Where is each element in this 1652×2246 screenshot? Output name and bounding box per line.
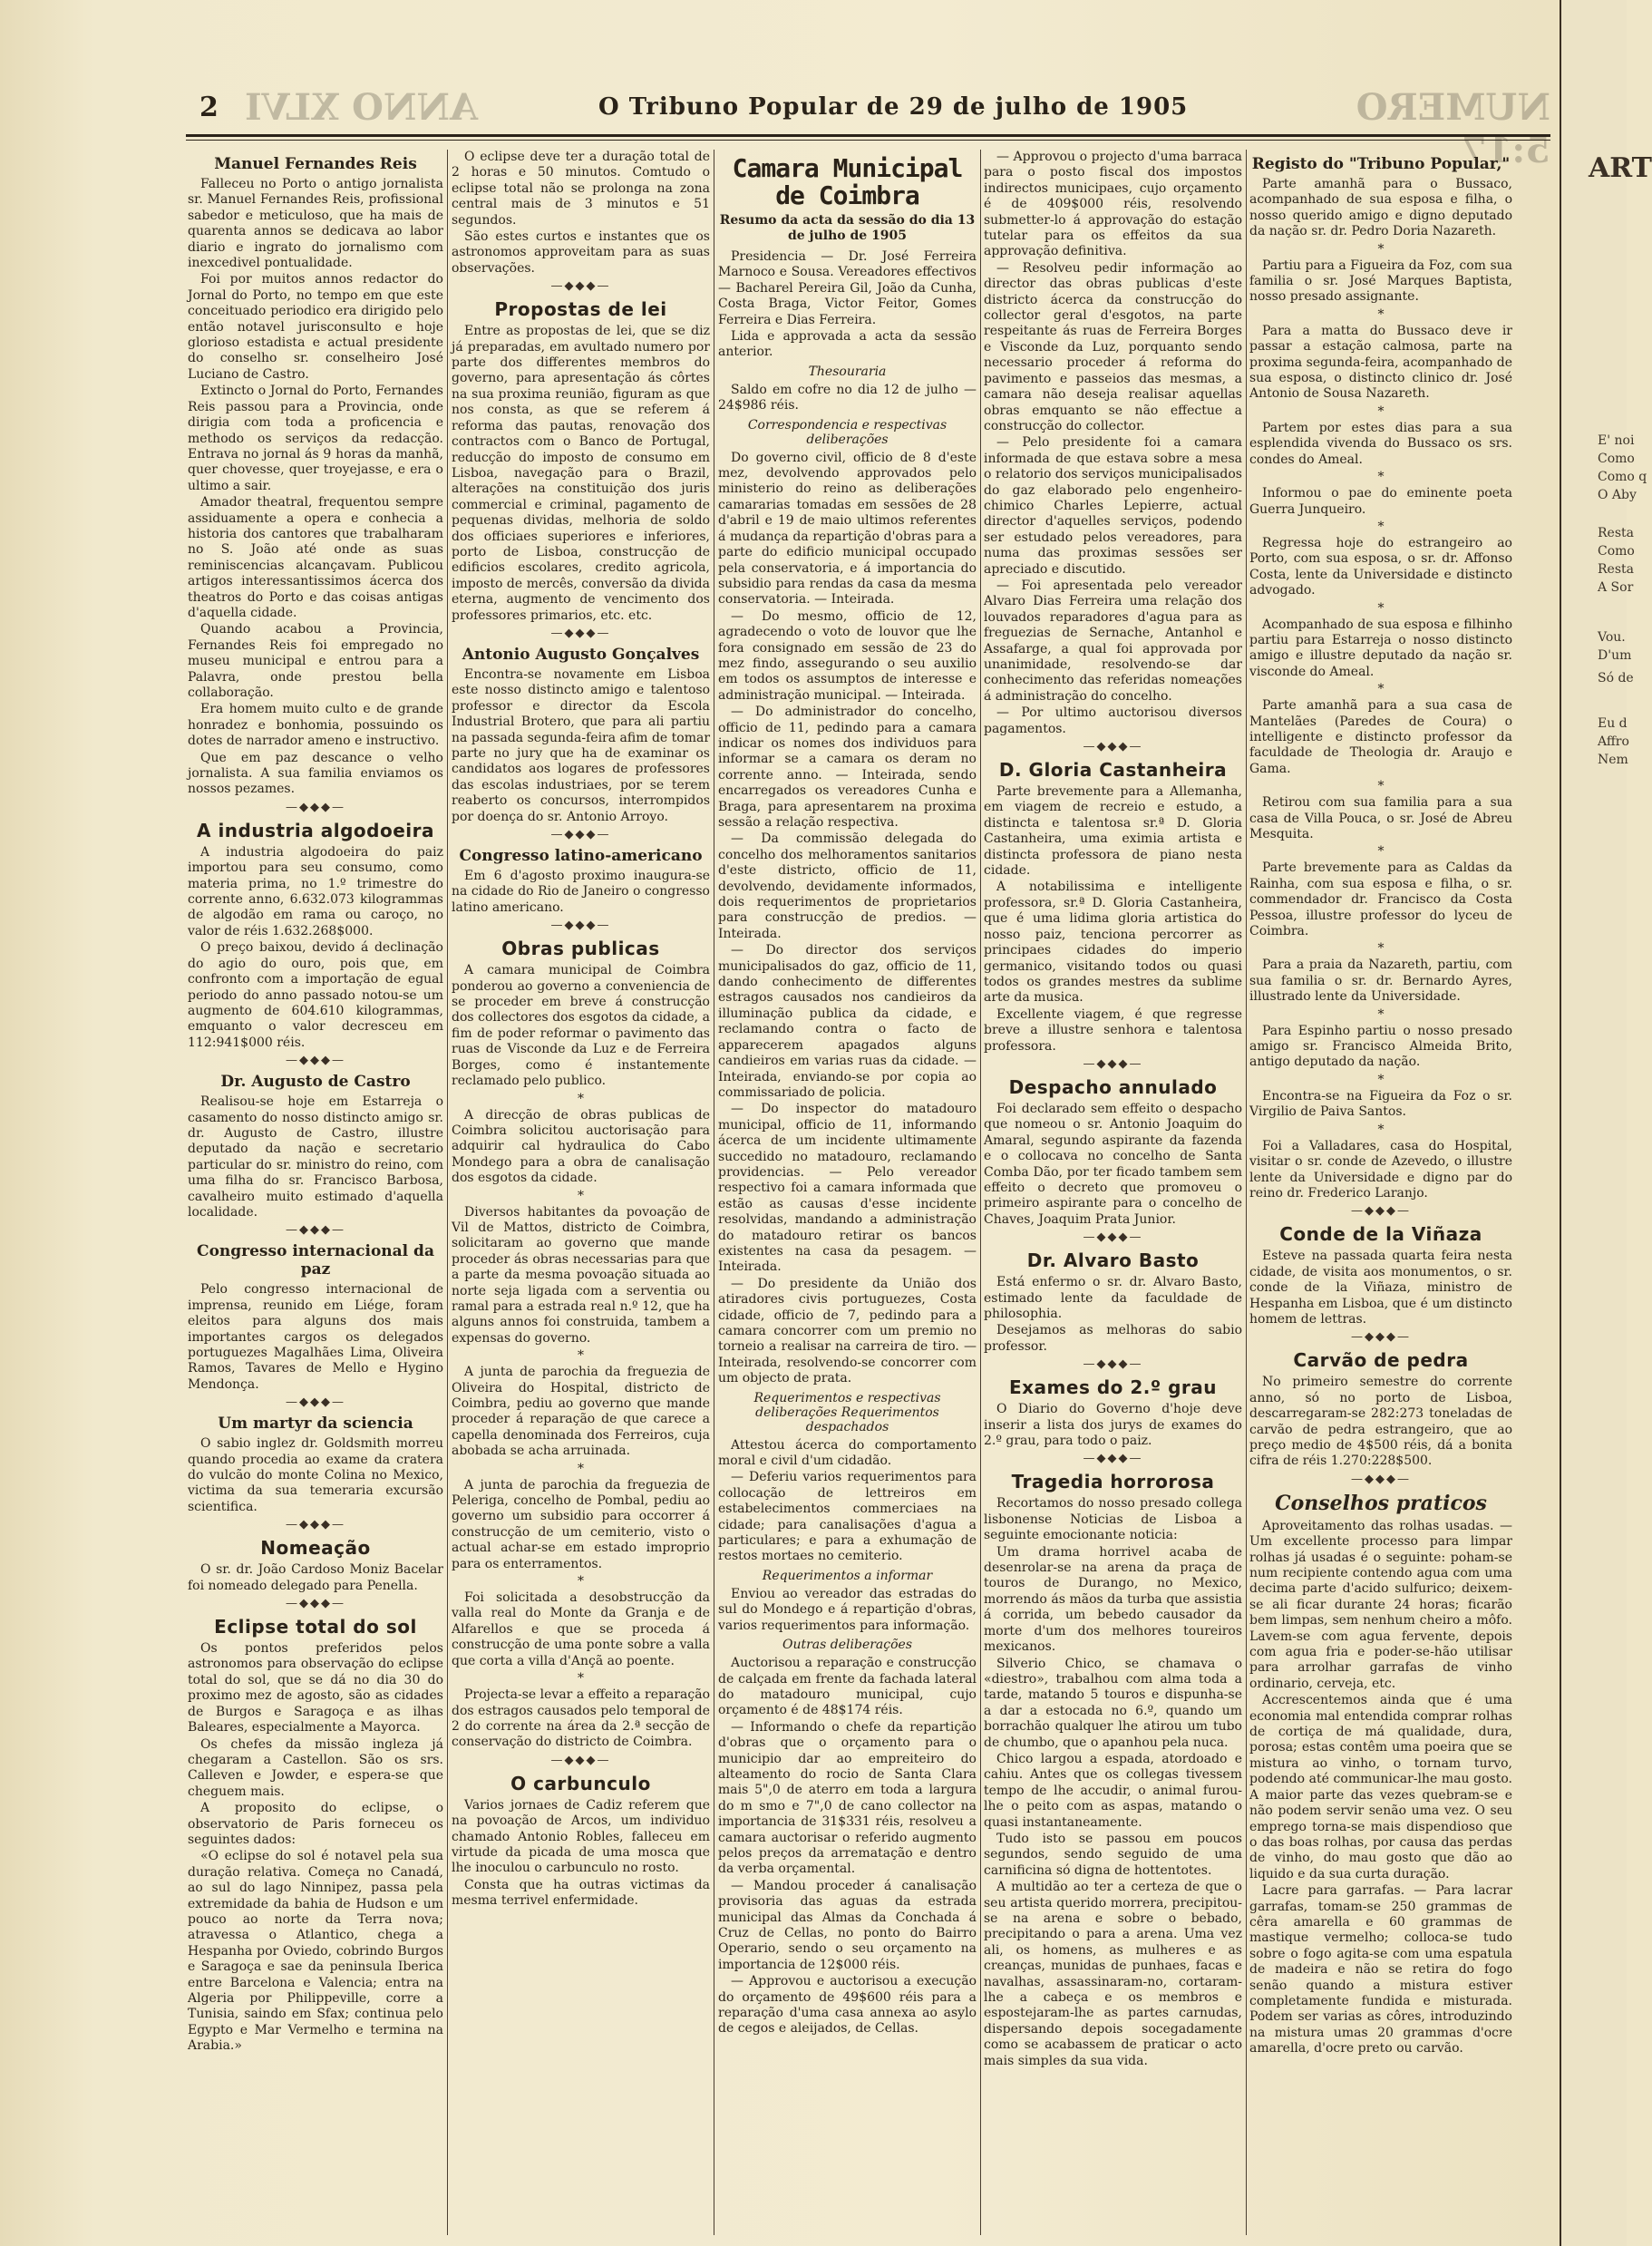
headline: O carbunculo: [510, 1772, 651, 1794]
paragraph: Silverio Chico, se chamava o «diestro», trabalhou com alma toda a tarde, matando 5 touros e dispunha-se a dar a estocada no 6.º, quando um borrachão qualquer lhe atirou um tubo de chumbo, que o apanhou pela nuca.: [984, 1656, 1242, 1750]
headline: Obras publicas: [501, 938, 660, 960]
paragraph: — Deferiu varios requerimentos para collocação de lettreiros em estabelecimentos commerciaes na cidade; para canalisações d'agua a particulares; e para a exhumação de restos mortaes no cemiterio.: [718, 1470, 977, 1564]
paragraph: «O eclipse do sol é notavel pela sua duração relativa. Começa no Canadá, ao sul do lago Ninnipez, passa pela extremidade da bahia de Hudson e um pouco ao norte da Terra nova; atravessa o Atlantico, chega a Hespanha por Oviedo, cobrindo Burgos e Saragoça e sae da peninsula Iberica entre Barcelona e Valencia; entra na Algeria por Philippeville, corre a Tunisia, saindo em Sfax; continua pelo Egypto e Mar Vermelho e termina na Arabia.»: [188, 1849, 443, 2054]
paragraph: Chico largou a espada, atordoado e cahiu. Antes que os collegas tivessem tempo de lhe accudir, o animal furou-lhe o peito com as aspas, matando o quasi instantaneamente.: [984, 1751, 1242, 1830]
paragraph: Para a matta do Bussaco deve ir passar a estação calmosa, parte na proxima segunda-feira, acompanhado de sua esposa, o distincto clinico dr. José Antonio de Sousa Nazareth.: [1249, 323, 1512, 402]
paragraph: Presidencia — Dr. José Ferreira Marnoco e Sousa. Vereadores effectivos — Bacharel Pereira Gil, João da Cunha, Costa Braga, Victor Feitor, Gomes Ferreira e Dias Ferreira.: [718, 249, 977, 327]
paragraph: Consta que ha outras victimas da mesma terrivel enfermidade.: [452, 1877, 710, 1909]
column-1: [188, 150, 443, 2235]
paragraph: Parte amanhã para o Bussaco, acompanhado de sua esposa e filha, o nosso querido amigo e digno deputado da nação sr. dr. Pedro Doria Nazareth.: [1249, 177, 1512, 239]
separator-dot: *: [1377, 1122, 1385, 1137]
column-divider: [447, 150, 448, 2235]
separator-dot: *: [1377, 306, 1385, 322]
ornament-rule: —◆◆◆—: [286, 1597, 345, 1611]
adjacent-page-line: Como: [1598, 544, 1635, 559]
paragraph: — Pelo presidente foi a camara informada de que estava sobre a mesa o relatorio dos serviços municipalisados do gaz elaborado pelo engenheiro-chimico Charles Lepierre, actual director d'aquelles serviços, podendo ser estudado pelos vereadores, para numa das proximas sessões ser apreciado e discutido.: [984, 435, 1242, 577]
headline: Propostas de lei: [494, 298, 667, 321]
ornament-rule: —◆◆◆—: [1083, 1230, 1143, 1245]
headline: Dr. Alvaro Basto: [1026, 1249, 1200, 1272]
paragraph: O eclipse deve ter a duração total de 2 horas e 50 minutos. Comtudo o eclipse total não se prolonga na zona central mais de 3 minutos e 51 segundos.: [452, 150, 710, 228]
paragraph: Os chefes da missão ingleza já chegaram a Castellon. São os srs. Calleven e Jowder, e espera-se que cheguem mais.: [188, 1736, 443, 1799]
paragraph: Lida e approvada a acta da sessão anterior.: [718, 329, 977, 360]
paragraph: O sabio inglez dr. Goldsmith morreu quando procedia ao exame da cratera do vulcão do monte Colina no Mexico, victima da sua temeraria excursão scientifica.: [188, 1436, 443, 1514]
adjacent-page-heading: ART: [1589, 152, 1652, 184]
ornament-rule: —◆◆◆—: [1351, 1204, 1411, 1219]
section-label: Thesouraria: [808, 364, 887, 379]
paragraph: Realisou-se hoje em Estarreja o casamento do nosso distincto amigo sr. dr. Augusto de Castro, illustre deputado da nação e secretario particular do sr. ministro do reino, com uma filha do sr. Francisco Barbosa, cavalheiro muito estimado d'aquella localidade.: [188, 1094, 443, 1220]
paragraph: Encontra-se na Figueira da Foz o sr. Virgilio de Paiva Santos.: [1249, 1088, 1512, 1120]
headline: Congresso internacional da paz: [197, 1242, 434, 1279]
paragraph: Desejamos as melhoras do sabio professor.: [984, 1323, 1242, 1354]
separator-dot: *: [578, 1461, 584, 1476]
paragraph: Foi a Valladares, casa do Hospital, visitar o sr. conde de Azevedo, o illustre lente da Universidade e digno par do reino dr. Frederico Laranjo.: [1249, 1138, 1512, 1201]
paragraph: Um drama horrivel acaba de desenrolar-se na arena da praça de touros de Durango, no Mexico, morrendo ás mãos da turba que assistia á corrida, um bebedo causador da morte d'um dos melhores toureiros mexicanos.: [984, 1544, 1242, 1655]
paragraph: Extincto o Jornal do Porto, Fernandes Reis passou para a Provincia, onde dirigia com toda a proficencia e methodo os serviços da redacção. Entrava no jornal ás 9 horas da manhã, quer chovesse, quer troyejasse, e era o ultimo a sair.: [188, 384, 443, 493]
paragraph: — Do presidente da União dos atiradores civis portuguezes, Costa cidade, officio de 7, pedindo para a camara concorrer com um premio no torneio a realisar na carreira de tiro. — Inteirada, resolvendo-se concorrer com um objecto de prata.: [718, 1276, 977, 1386]
ornament-rule: —◆◆◆—: [550, 626, 611, 640]
headline: Nomeação: [260, 1537, 371, 1560]
paragraph: Foi por muitos annos redactor do Jornal do Porto, no tempo em que este conceituado periodico era dirigido pelo então notavel jurisconsulto e hoje glorioso estadista e actual presidente do conselho sr. conselheiro José Luciano de Castro.: [188, 272, 443, 382]
adjacent-page-line: A Sor: [1598, 580, 1634, 595]
adjacent-page-edge: [1560, 0, 1652, 2246]
section-label: Requerimentos e respectivas deliberações Requerimentos despachados: [753, 1390, 941, 1434]
paragraph: Entre as propostas de lei, que se diz já preparadas, em avultado numero por parte dos differentes membros do governo, para apresentação ás côrtes na sua proxima reunião, figuram as que nos consta, as que se referem á reforma das pautas, renovação dos contractos com o Banco de Portugal, reducção do imposto de consumo em Lisboa, navegação para o Brazil, alterações na constituição dos juris commercial e criminal, pagamento de pequenas dividas, melhoria de soldo dos officiaes superiores e inferiores, porto de Lisboa, construcção de edificios escolares, credito agricola, imposto de mercês, conversão da divida eterna, augmento de vencimento dos professores primarios, etc. etc.: [452, 324, 710, 623]
paragraph: O Diario do Governo d'hoje deve inserir a lista dos jurys de exames do 2.º grau, para todo o paiz.: [984, 1402, 1242, 1449]
ornament-rule: —◆◆◆—: [550, 1753, 611, 1767]
paragraph: Retirou com sua familia para a sua casa de Villa Pouca, o sr. José de Abreu Mesquita.: [1249, 795, 1512, 841]
adjacent-page-line: Affro: [1598, 734, 1629, 749]
ornament-rule: —◆◆◆—: [286, 1054, 345, 1068]
ornament-rule: —◆◆◆—: [286, 1395, 345, 1410]
paragraph: Auctorisou a reparação e construcção de calçada em frente da fachada lateral do matadouro municipal, cujo orçamento é de 48$174 réis.: [718, 1656, 977, 1718]
headline: Um martyr da sciencia: [218, 1415, 413, 1434]
separator-dot: *: [1377, 941, 1385, 957]
paragraph: Falleceu no Porto o antigo jornalista sr. Manuel Fernandes Reis, profissional sabedor e meticuloso, que ha mais de quarenta annos se dedicava ao labor diario e ingrato do jornalismo com inexcedivel pontualidade.: [188, 177, 443, 271]
paragraph: Accrescentemos ainda que é uma economia mal entendida comprar rolhas de cortiça de má qualidade, dura, porosa; estas contêm uma poeira que se mistura ao vinho, o tornam turvo, podendo até communicar-lhe mau gosto. A maior parte das vezes quebram-se e não podem servir senão uma vez. O seu emprego torna-se mais dispendioso que o das boas rolhas, por causa das perdas de vinho, do mau gosto que dão ao liquido e da sua curta duração.: [1249, 1693, 1512, 1881]
paragraph: Está enfermo o sr. dr. Alvaro Basto, estimado lente da faculdade de philosophia.: [984, 1275, 1242, 1321]
adjacent-page-line: E' noi: [1598, 433, 1635, 448]
paragraph: Para Espinho partiu o nosso presado amigo sr. Francisco Almeida Brito, antigo deputado da nação.: [1249, 1023, 1512, 1070]
paragraph: — Informando o chefe da repartição d'obras que o orçamento para o municipio dar ao empreiteiro do alteamento do rocio de Santa Clara mais 5",0 de aterro em toda a largura do m smo e 7",0 de cano collector na importancia de 31$331 réis, resolveu a camara auctorisar o referido augmento pelos preços da arrematação e dentro da verba orçamental.: [718, 1719, 977, 1877]
paragraph: — Do director dos serviços municipalisados do gaz, officio de 11, dando conhecimento de differentes estragos causados nos candieiros da illuminação publica da cidade, e reclamando contra o facto de apparecerem apagados alguns candieiros em varias ruas da cidade. — Inteirada, enviando-se por copia ao commissariado de policia.: [718, 943, 977, 1100]
headline: Tragedia horrorosa: [1011, 1471, 1215, 1493]
adjacent-page-line: O Aby: [1598, 488, 1637, 502]
paragraph: Projecta-se levar a effeito a reparação dos estragos causados pelo temporal de 2 do corrente na área da 2.ª secção de conservação do districto de Coimbra.: [452, 1687, 710, 1750]
adjacent-page-line: Como: [1598, 452, 1635, 466]
separator-dot: *: [578, 1188, 584, 1203]
paragraph: Amador theatral, frequentou sempre assiduamente a opera e conhecia a historia dos cantores que trabalharam no S. João até onde as suas reminiscencias alcançavam. Publicou artigos interessantissimos ácerca dos theatros do Porto e das coisas antigas d'aquella cidade.: [188, 495, 443, 620]
adjacent-page-line: Como q: [1598, 470, 1647, 484]
paragraph: Diversos habitantes da povoação de Vil de Mattos, districto de Coimbra, solicitaram ao governo que mande proceder ás obras necessarias para que a parte da mesma povoação situada ao norte seja ligada com a serventia ou ramal para a estrada real n.º 12, que ha alguns annos foi construida, tambem a expensas do governo.: [452, 1204, 710, 1346]
paragraph: Varios jornaes de Cadiz referem que na povoação de Arcos, um individuo chamado Antonio Robles, falleceu em virtude da picada de uma mosca que lhe inoculou o carbunculo no rosto.: [452, 1797, 710, 1876]
paragraph: Pelo congresso internacional de imprensa, reunido em Liége, foram eleitos para alguns dos mais importantes cargos os delegados portuguezes Magalhães Lima, Oliveira Ramos, Tavares de Mello e Hygino Mendonça.: [188, 1282, 443, 1392]
paragraph: — Por ultimo auctorisou diversos pagamentos.: [984, 705, 1242, 736]
section-masthead: Camara Municipal de Coimbra: [732, 153, 963, 210]
separator-dot: *: [1377, 1006, 1385, 1022]
paragraph: Em 6 d'agosto proximo inaugura-se na cidade do Rio de Janeiro o congresso latino americano.: [452, 869, 710, 915]
column-5: [1249, 150, 1512, 2235]
paragraph: Foi declarado sem effeito o despacho que nomeou o sr. Antonio Joaquim do Amaral, segundo aspirante da fazenda e o collocava no concelho de Santa Comba Dão, por ter ficado tambem sem effeito o decreto que promoveu o primeiro aspirante para o concelho de Chaves, Joaquim Prata Junior.: [984, 1101, 1242, 1227]
headline: Exames do 2.º grau: [1008, 1376, 1218, 1399]
separator-dot: *: [1377, 241, 1385, 257]
paragraph: Foi solicitada a desobstrucção da valla real do Monte da Granja e de Alfarellos e que se proceda á construcção de uma ponte sobre a valla que corta a villa d'Ançã ao poente.: [452, 1590, 710, 1668]
paragraph: A junta de parochia da freguezia de Oliveira do Hospital, districto de Coimbra, pediu ao governo que mande proceder á reparação de que carece a capella denominada dos Ferreiros, cuja abobada se acha arruinada.: [452, 1365, 710, 1459]
separator-dot: *: [578, 1091, 584, 1106]
subheading: Resumo da acta da sessão do dia 13 de julho de 1905: [719, 213, 976, 243]
adjacent-page-line: Vou.: [1598, 630, 1626, 645]
paragraph: Quando acabou a Provincia, Fernandes Reis foi empregado no museu municipal e entrou para a Palavra, onde prestou bella collaboração.: [188, 622, 443, 700]
column-4: [984, 150, 1242, 2235]
masthead-rule-thin: [186, 140, 1550, 141]
ornament-rule: —◆◆◆—: [286, 800, 345, 814]
paragraph: Encontra-se novamente em Lisboa este nosso distincto amigo e talentoso professor e director da Escola Industrial Brotero, que para ali partiu na passada segunda-feira afim de tomar parte no jury que ha de examinar os candidatos aos logares de professores das escolas industriaes, por se terem reaberto os concursos, interrompidos por doença do sr. Antonio Arroyo.: [452, 666, 711, 824]
headline: D. Gloria Castanheira: [998, 759, 1228, 782]
masthead-title: O Tribuno Popular de 29 de julho de 1905: [598, 93, 1189, 121]
paragraph: Os pontos preferidos pelos astronomos para observação do eclipse total do sol, que se dá no dia 30 do proximo mez de agosto, são as cidades de Burgos e Saragoça e as ilhas Baleares, especialmente a Mayorca.: [188, 1641, 443, 1736]
paragraph: — Da commissão delegada do concelho dos melhoramentos sanitarios d'este districto, officio de 11, devolvendo, devidamente informados, dois requerimentos de proprietarios para construcção de predios. — Inteirada.: [718, 831, 977, 941]
ornament-rule: —◆◆◆—: [1351, 1472, 1411, 1486]
paragraph: Acompanhado de sua esposa e filhinho partiu para Estarreja o nosso distincto amigo e illustre deputado da nação sr. visconde do Ameal.: [1249, 617, 1512, 679]
section-label: Correspondencia e respectivas deliberações: [747, 417, 947, 447]
paragraph: No primeiro semestre do corrente anno, só no porto de Lisboa, descarregaram-se 282:273 toneladas de carvão de pedra estrangeiro, que ao preço medio de 4$500 réis, dá a bonita cifra de réis 1.270:228$500.: [1249, 1375, 1512, 1469]
paragraph: — Approvou e auctorisou a execução do orçamento de 49$600 réis para a reparação d'uma casa annexa ao asylo de cegos e aleijados, de Cellas.: [718, 1974, 977, 2037]
paragraph: Que em paz descance o velho jornalista. A sua familia enviamos os nossos pezames.: [188, 750, 443, 797]
ornament-rule: —◆◆◆—: [550, 279, 611, 294]
separator-dot: *: [1377, 844, 1385, 860]
column-2: [452, 150, 710, 2235]
paragraph: — Do mesmo, officio de 12, agradecendo o voto de louvor que lhe fora consignado em sessão de 23 do mez findo, assegurando o seu auxilio em todos os assumptos de interesse e administração municipal. — Inteirada.: [718, 608, 977, 703]
paragraph: Enviou ao vereador das estradas do sul do Mondego e á repartição d'obras, varios requerimentos para informação.: [718, 1586, 977, 1633]
paragraph: Do governo civil, officio de 8 d'este mez, devolvendo approvados pelo ministerio do reino as deliberações camararias tomadas em sessões de 28 d'abril e 19 de maio ultimos referentes á mudança da repartição d'obras para a parte do edificio municipal occupado pela conservatoria, e á importancia do subsidio para rendas da casa da mesma conservatoria. — Inteirada.: [718, 450, 977, 608]
bleed-through-right: NUMERO 5:17: [1356, 86, 1550, 171]
ornament-rule: —◆◆◆—: [1351, 1330, 1411, 1345]
separator-dot: *: [1377, 1072, 1385, 1087]
separator-dot: *: [578, 1574, 584, 1590]
ornament-rule: —◆◆◆—: [286, 1223, 345, 1238]
separator-dot: *: [1377, 682, 1385, 697]
adjacent-page-line: Eu d: [1598, 716, 1628, 731]
separator-dot: *: [1377, 404, 1385, 419]
ornament-rule: —◆◆◆—: [286, 1518, 345, 1532]
paragraph: — Do administrador do concelho, officio de 11, pedindo para a camara indicar os nomes dos individuos para informar se a camara os deram no corrente anno. — Inteirada, sendo encarregados os vereadores Cunha e Braga, para apresentarem na proxima sessão a relação respectiva.: [718, 705, 977, 830]
ornament-rule: —◆◆◆—: [550, 919, 611, 933]
column-divider: [980, 150, 981, 2235]
headline: Antonio Augusto Gonçalves: [462, 645, 700, 664]
paragraph: — Do inspector do matadouro municipal, officio de 11, informando ácerca de um incidente ultimamente succedido no matadouro, reclamando providencias. — Pelo vereador respectivo foi a camara informada que estão as causas d'esse incidente resolvidas, mandando a administração do matadouro retirar os bancos existentes na casa da pesagem. — Inteirada.: [718, 1102, 977, 1275]
separator-dot: *: [1377, 779, 1385, 794]
paragraph: Aproveitamento das rolhas usadas. — Um excellente processo para limpar rolhas já usadas é o seguinte: poham-se num recipiente contendo agua com uma decima parte d'acido sulfurico; deixem-se ali ficar durante 24 horas; ficarão bem limpas, sem nenhum cheiro a môfo. Lavem-se com agua fervente, depois com agua fria e poder-se-hão utilisar para arrolhar garrafas de vinho ordinario, cerveja, etc.: [1249, 1518, 1512, 1691]
separator-dot: *: [1377, 519, 1385, 534]
paragraph: — Resolveu pedir informação ao director das obras publicas d'este districto ácerca da construcção do collector geral d'esgotos, na parte respeitante ás ruas de Ferreira Borges e Visconde da Luz, porquanto sendo necessario proceder á reforma do pavimento e passeios das mesmas, a camara não deseja realisar aquellas obras emquanto se não effectue a construcção do collector.: [984, 260, 1242, 433]
paragraph: A industria algodoeira do paiz importou para seu consumo, como materia prima, no 1.º trimestre do corrente anno, 6.632.073 kilogrammas de algodão em rama ou caroço, no valor de réis 1.632.268$000.: [188, 844, 443, 938]
page-number: 2: [199, 92, 219, 123]
paragraph: A notabilissima e intelligente professora, sr.ª D. Gloria Castanheira, que é uma lidima gloria artistica do nosso paiz, tenciona percorrer as principaes cidades do imperio germanico, visitando todos ou quasi todos os grandes mestres da sublime arte da musica.: [984, 880, 1242, 1006]
headline: Registo do "Tribuno Popular,": [1251, 155, 1511, 173]
bleed-through-left: ANNO XLVI: [245, 86, 479, 129]
adjacent-page-line: Só de: [1598, 671, 1634, 685]
adjacent-page-line: Resta: [1598, 562, 1634, 577]
separator-dot: *: [1377, 600, 1385, 616]
headline: Dr. Augusto de Castro: [220, 1073, 411, 1092]
paragraph: Parte brevemente para as Caldas da Rainha, com sua esposa e filha, o sr. commendador dr. Francisco da Costa Pessoa, illustre professor do lyceu de Coimbra.: [1249, 860, 1512, 939]
paragraph: Tudo isto se passou em poucos segundos, sendo seguido de uma carnificina só digna de hottentotes.: [984, 1831, 1242, 1878]
paragraph: Esteve na passada quarta feira nesta cidade, de visita aos monumentos, o sr. conde de la Viñaza, ministro de Hespanha em Lisboa, que é um distincto homem de lettras.: [1249, 1249, 1512, 1327]
paragraph: Informou o pae do eminente poeta Guerra Junqueiro.: [1249, 486, 1512, 517]
paragraph: A junta de parochia da freguezia de Peleriga, concelho de Pombal, pediu ao governo um subsidio para occorrer á construcção de um cemiterio, visto o actual achar-se em estado improprio para os enterramentos.: [452, 1477, 710, 1571]
paragraph: A proposito do eclipse, o observatorio de Paris forneceu os seguintes dados:: [188, 1801, 443, 1847]
headline: Conselhos praticos: [1275, 1491, 1487, 1515]
paragraph: A multidão ao ter a certeza de que o seu artista querido morrera, precipitou-se na arena e sobre o bebado, precipitando o para a arena. Uma vez ali, os homens, as mulheres e as creanças, munidas de punhaes, facas e navalhas, assassinaram-no, cortaram-lhe a cabeça e os membros e espostejaram-lhe as partes carnudas, dispersando depois socegadamente como se acabassem de praticar o acto mais simples da sua vida.: [984, 1880, 1242, 2068]
paragraph: Partem por estes dias para a sua esplendida vivenda do Bussaco os srs. condes do Ameal.: [1249, 420, 1512, 467]
paragraph: O preço baixou, devido á declinação do agio do ouro, pois que, em confronto com a importação de egual periodo do anno passado notou-se um augmento de 604.610 kilogrammas, emquanto o valor decresceu em 112:941$000 réis.: [188, 940, 443, 1050]
paragraph: Era homem muito culto e de grande honradez e bonhomia, possuindo os dotes de narrador ameno e instructivo.: [188, 702, 443, 749]
ornament-rule: —◆◆◆—: [1083, 1357, 1143, 1372]
paragraph: — Foi apresentada pelo vereador Alvaro Dias Ferreira uma relação dos louvados reparadores d'agua para as freguezias de Sernache, Antanhol e Assafarge, a qual foi approvada por unanimidade, resolvendo-se dar conhecimento das referidas nomeações á administração do concelho.: [984, 578, 1242, 704]
headline: A industria algodoeira: [197, 819, 434, 841]
headline: Manuel Fernandes Reis: [214, 155, 417, 173]
paragraph: São estes curtos e instantes que os astronomos approveitam para as suas observações.: [452, 229, 710, 276]
separator-dot: *: [1377, 470, 1385, 485]
section-label: Requerimentos a informar: [762, 1568, 933, 1583]
section-label: Outras deliberações: [782, 1638, 913, 1653]
paragraph: A camara municipal de Coimbra ponderou ao governo a conveniencia de se proceder em breve á construcção dos collectores dos esgotos da cidade, a fim de poder reformar o pavimento das ruas de Visconde da Luz e de Ferreira Borges, como é instantemente reclamado pelo publico.: [452, 963, 710, 1089]
column-divider: [1246, 150, 1247, 2235]
headline: Carvão de pedra: [1293, 1349, 1469, 1372]
headline: Despacho annulado: [1008, 1075, 1218, 1098]
ornament-rule: —◆◆◆—: [1083, 740, 1143, 754]
ornament-rule: —◆◆◆—: [1083, 1452, 1143, 1466]
headline: Eclipse total do sol: [214, 1616, 417, 1638]
separator-dot: *: [578, 1348, 584, 1364]
paragraph: Excellente viagem, é que regresse breve a illustre senhora e talentosa professora.: [984, 1006, 1242, 1054]
adjacent-page-line: Nem: [1598, 753, 1628, 767]
paragraph: Recortamos do nosso presado collega lisbonense Noticias de Lisboa a seguinte emocionante noticia:: [984, 1496, 1242, 1543]
paragraph: Partiu para a Figueira da Foz, com sua familia o sr. José Marques Baptista, nosso presado assignante.: [1249, 258, 1512, 305]
paragraph: — Mandou proceder á canalisação provisoria das aguas da estrada municipal das Almas da Conchada á Cruz de Cellas, no ponto do Bairro Operario, sendo o seu orçamento na importancia de 12$000 réis.: [718, 1878, 977, 1972]
headline: Congresso latino-americano: [459, 847, 703, 866]
paragraph: Regressa hoje do estrangeiro ao Porto, com sua esposa, o sr. dr. Affonso Costa, lente da Universidade e distincto advogado.: [1249, 535, 1512, 598]
paragraph: Saldo em cofre no dia 12 de julho — 24$986 réis.: [718, 382, 977, 413]
paragraph: Lacre para garrafas. — Para lacrar garrafas, tomam-se 250 grammas de cêra amarella e 60 grammas de mastique vermelho; colloca-se tudo sobre o fogo agita-se com uma espatula de madeira e não se retira do fogo senão quando a mistura estiver completamente fundida e misturada. Podem ser varias as côres, introduzindo na mistura umas 20 grammas d'ocre amarella, d'ocre preto ou carvão.: [1249, 1883, 1512, 2056]
paragraph: Parte amanhã para a sua casa de Mantelães (Paredes de Coura) o intelligente e distincto professor da faculdade de Theologia dr. Araujo e Gama.: [1249, 698, 1512, 776]
paragraph: A direcção de obras publicas de Coimbra solicitou auctorisação para adquirir cal hydraulica do Cabo Mondego para a obra de canalisação dos esgotos da cidade.: [452, 1107, 710, 1186]
paragraph: O sr. dr. João Cardoso Moniz Bacelar foi nomeado delegado para Penella.: [188, 1562, 443, 1593]
ornament-rule: —◆◆◆—: [1083, 1056, 1143, 1071]
adjacent-page-line: D'um: [1598, 648, 1632, 663]
paragraph: — Approvou o projecto d'uma barraca para o posto fiscal dos impostos indirectos municipaes, cujo orçamento é de 409$000 réis, resolvendo submetter-lo á approvação do estação tutelar para os effeitos da sua approvação definitiva.: [984, 150, 1242, 259]
separator-dot: *: [578, 1671, 584, 1687]
paragraph: Para a praia da Nazareth, partiu, com sua familia o sr. dr. Bernardo Ayres, illustrado lente da Universidade.: [1249, 958, 1512, 1005]
paragraph: Parte brevemente para a Allemanha, em viagem de recreio e estudo, a distincta e talentosa sr.ª D. Gloria Castanheira, uma eximia artista e distincta professora de piano nesta cidade.: [984, 784, 1242, 879]
adjacent-page-line: Resta: [1598, 526, 1634, 540]
headline: Conde de la Viñaza: [1279, 1223, 1482, 1246]
ornament-rule: —◆◆◆—: [550, 828, 611, 842]
masthead-rule-thick: [186, 134, 1550, 137]
paragraph: Attestou ácerca do comportamento moral e civil d'um cidadão.: [718, 1437, 977, 1469]
column-3: [718, 150, 977, 2235]
